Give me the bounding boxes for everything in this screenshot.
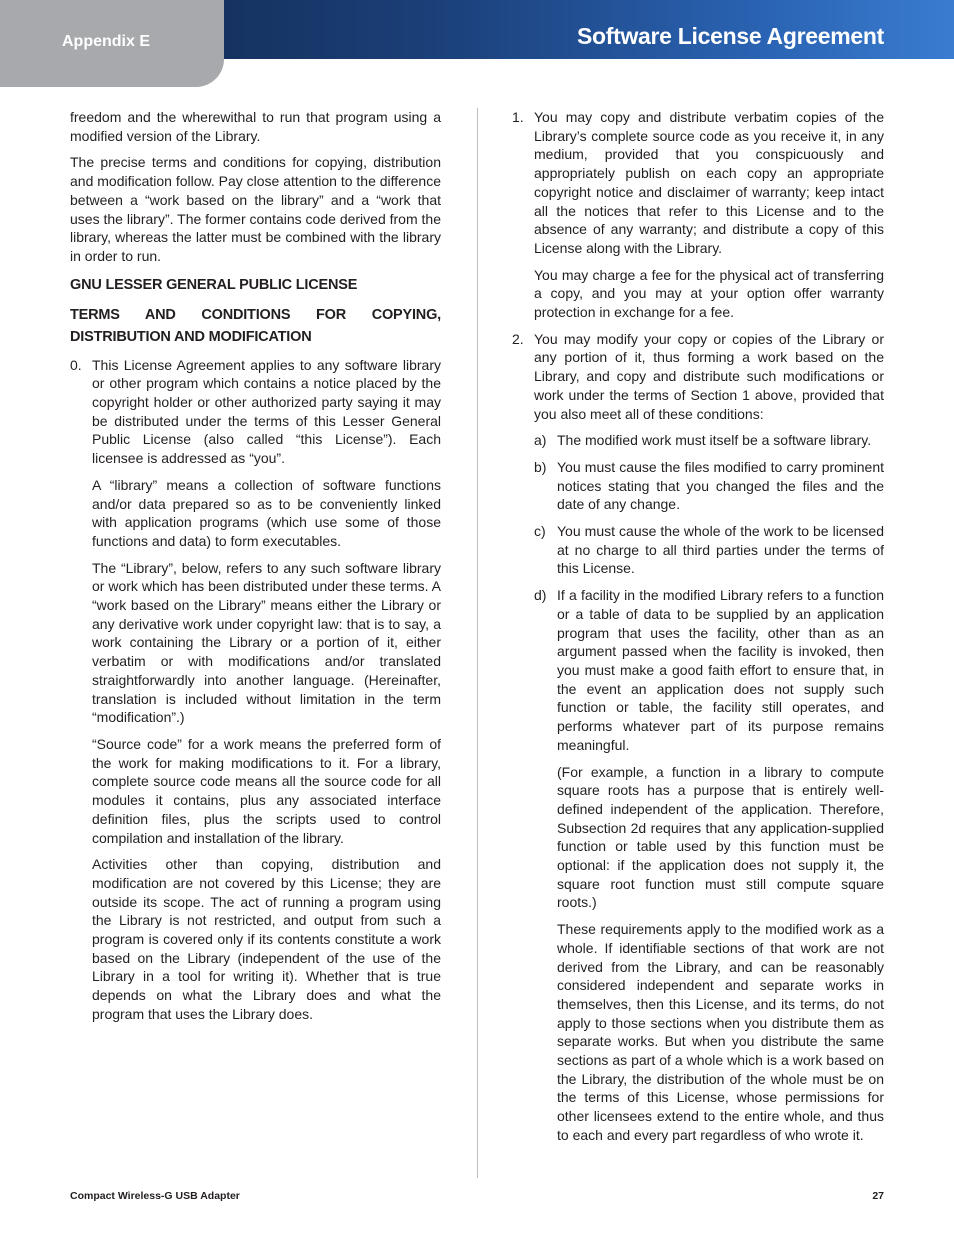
paragraph: If a facility in the modified Library refers to a function or a table of data to be supplied by an application program that uses the facility, other than as an argument passed when the facility is invoked, then you must make a good faith effort to ensure that, in the event an application does not supply such function or table, the facility still operates, and performs whatever part of its purpose remains meaningful. — [557, 587, 884, 753]
footer-product-name: Compact Wireless-G USB Adapter — [70, 1190, 240, 1202]
paragraph: The precise terms and conditions for copying, distribution and modification follow. Pay close attention to the difference between a “work based on the library” and a “work that uses the library”. The former contains code derived from the library, whereas the latter must be combined with the library in order to run. — [70, 154, 441, 264]
list-number: 1. — [512, 109, 524, 125]
footer-page-number: 27 — [872, 1190, 884, 1202]
appendix-tab — [0, 0, 224, 87]
list-number: 0. — [70, 356, 82, 373]
paragraph: You must cause the whole of the work to be licensed at no charge to all third parties under the terms of this License. — [557, 523, 884, 577]
paragraph: These requirements apply to the modified work as a whole. If identifiable sections of that work are not derived from the Library, and can be reasonably considered independent and separate works in themselves, then this License, and its terms, do not apply to those sections when you distribute them as separate works. But when you distribute the same sections as part of a whole which is a work based on the Library, the distribution of the whole must be on the terms of this License, whose permissions for other licensees extend to the entire whole, and thus to each and every part regardless of who wrote it. — [557, 921, 884, 1143]
paragraph: freedom and the wherewithal to run that program using a modified version of the Library. — [70, 109, 441, 144]
paragraph: The “Library”, below, refers to any such software library or work which has been distributed under these terms. A “work based on the Library” means either the Library or any derivative work under copyright law: that is to say, a work containing the Library or a portion of it, either verbatim or with modifications and/or translated straightforwardly into another language. (Hereinafter, translation is included without limitation in the term “modification”.) — [92, 559, 441, 726]
paragraph: You may modify your copy or copies of the Library or any portion of it, thus forming a work based on the Library, and copy and distribute such modifications or work under the terms of Section 1 above, provided that you also meet all of these conditions: — [534, 330, 884, 422]
paragraph: This License Agreement applies to any software library or other program which contains a notice placed by the copyright holder or other authorized party saying it may be distributed under the terms of this Lesser General Public License (also called “this License”). Each licensee is addressed as “you”. — [92, 356, 441, 467]
paragraph: You may copy and distribute verbatim copies of the Library’s complete source code as you receive it, in any medium, provided that you conspicuously and appropriately publish on each copy an appropriate copyright notice and disclaimer of warranty; keep intact all the notices that refer to this License and to the absence of any warranty; and distribute a copy of this License along with the Library. — [534, 109, 884, 256]
right-column — [512, 108, 884, 1153]
section-heading: GNU LESSER GENERAL PUBLIC LICENSE — [70, 276, 358, 293]
paragraph: You must cause the files modified to carry prominent notices stating that you changed the files and the date of any change. — [557, 458, 884, 513]
paragraph: A “library” means a collection of software functions and/or data prepared so as to be conveniently linked with application programs (which use some of those functions and data) to form executables. — [92, 476, 441, 549]
sub-item-b — [534, 458, 884, 514]
list-item-1 — [512, 108, 884, 322]
sub-item-letter: b) — [534, 458, 547, 475]
paragraph: The modified work must itself be a software library. — [557, 432, 872, 449]
sub-item-letter: a) — [534, 432, 547, 449]
list-item-2 — [512, 330, 884, 1145]
paragraph: (For example, a function in a library to compute square roots has a purpose that is entirely well-defined independent of the application. Therefore, Subsection 2d requires that any application-supplied function or table used by this function must be optional: if the application does not supply it, the square root function must still compute square roots.) — [557, 763, 884, 911]
list-item-0 — [70, 356, 441, 1024]
sub-item-letter: c) — [534, 523, 546, 540]
column-divider — [477, 108, 478, 1178]
page-title: Software License Agreement — [576, 23, 884, 49]
paragraph: “Source code” for a work means the preferred form of the work for making modifications to it. For a library, complete source code means all the source code for all modules it contains, plus any associated interface definition files, plus the scripts used to control compilation and installation of the library. — [92, 735, 441, 846]
paragraph: You may charge a fee for the physical act of transferring a copy, and you may at your option offer warranty protection in exchange for a fee. — [534, 266, 884, 321]
list-number: 2. — [512, 330, 524, 347]
sub-item-c — [534, 522, 884, 578]
sub-item-d — [534, 586, 884, 1144]
section-heading: TERMS AND CONDITIONS FOR COPYING, DISTRIBUTION AND MODIFICATION — [70, 306, 441, 345]
left-column — [70, 108, 441, 1032]
sub-item-letter: d) — [534, 587, 547, 604]
paragraph: Activities other than copying, distribution and modification are not covered by this License; they are outside its scope. The act of running a program using the Library is not restricted, and output from such a program is covered only if its contents constitute a work based on the Library (independent of the use of the Library in a tool for writing it). Whether that is true depends on what the Library does and what the program that uses the Library does. — [92, 856, 441, 1022]
appendix-label: Appendix E — [62, 33, 151, 50]
sub-item-a — [534, 431, 884, 450]
